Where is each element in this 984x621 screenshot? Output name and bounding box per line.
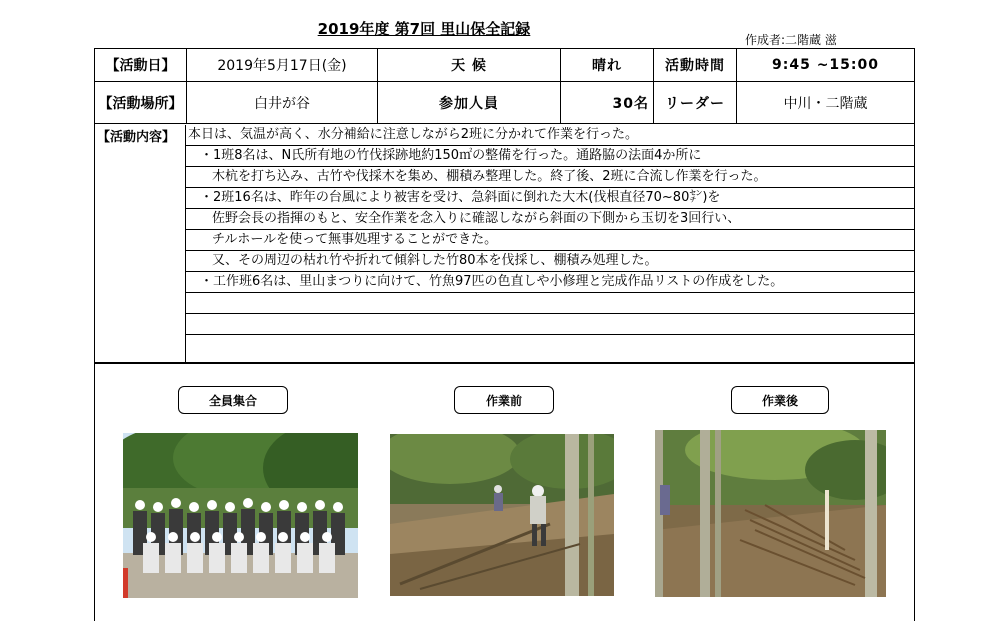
info-table: [94, 48, 915, 124]
before-photo: [390, 434, 614, 596]
before-photo-label: 作業前: [454, 386, 554, 414]
content-line: 本日は、気温が高く、水分補給に注意しながら2班に分かれて作業を行った。: [186, 125, 914, 146]
time-label: 活動時間: [654, 49, 737, 82]
weather-label: 天 候: [378, 49, 561, 82]
info-row-place: [95, 82, 915, 124]
content-line: チルホールを使って無事処理することができた。: [186, 230, 914, 251]
content-line: ・2班16名は、昨年の台風により被害を受け、急斜面に倒れた大木(伐根直径70~80㌢)を: [186, 188, 914, 209]
content-line: [186, 293, 914, 314]
content-line: [186, 314, 914, 335]
content-line: ・1班8名は、N氏所有地の竹伐採跡地約150㎡の整備を行った。通路脇の法面4か所に: [186, 146, 914, 167]
time-value: 9:45 ~15:00: [737, 49, 915, 82]
content-line: 又、その周辺の枯れ竹や折れて傾斜した竹80本を伐採し、棚積み処理した。: [186, 251, 914, 272]
activity-content: [94, 125, 914, 363]
weather-value: 晴れ: [561, 49, 654, 82]
info-row-date: [95, 49, 915, 82]
participants-label: 参加人員: [378, 82, 561, 124]
place-label: 【活動場所】: [95, 82, 187, 124]
leader-value: 中川・二階蔵: [737, 82, 915, 124]
after-photo-label: 作業後: [731, 386, 829, 414]
content-divider: [94, 362, 914, 364]
content-line: [186, 335, 914, 356]
group-photo: [123, 433, 358, 598]
content-line: 佐野会長の指揮のもと、安全作業を念入りに確認しながら斜面の下側から玉切を3回行い、: [186, 209, 914, 230]
date-label: 【活動日】: [95, 49, 187, 82]
content-label: 【活動内容】: [94, 125, 186, 363]
group-photo-label: 全員集合: [178, 386, 288, 414]
document-title: 2019年度 第7回 里山保全記録: [317, 20, 531, 38]
content-line: 木杭を打ち込み、古竹や伐採木を集め、棚積み整理した。終了後、2班に合流し作業を行った。: [186, 167, 914, 188]
date-value: 2019年5月17日(金): [187, 49, 378, 82]
participants-value: 30名: [561, 82, 654, 124]
content-line: ・工作班6名は、里山まつりに向けて、竹魚97匹の色直しや小修理と完成作品リストの作成をした。: [186, 272, 914, 293]
leader-label: リーダー: [654, 82, 737, 124]
place-value: 白井が谷: [187, 82, 378, 124]
author-note: 作成者:二階蔵 滋: [745, 33, 837, 47]
after-photo: [655, 430, 886, 597]
